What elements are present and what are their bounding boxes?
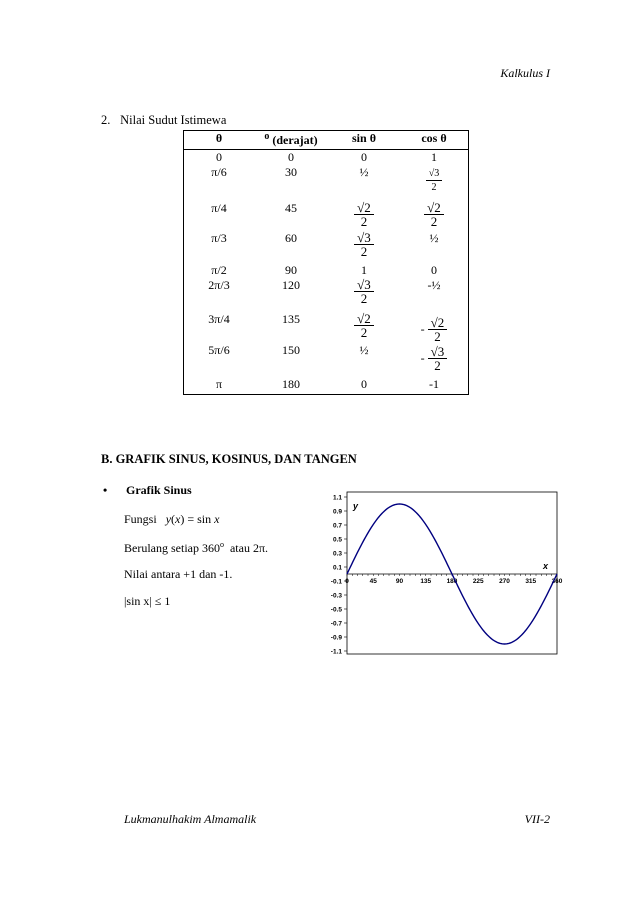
x-tick-label: 45 (369, 578, 377, 585)
cell-sin: 0 (361, 377, 367, 391)
description-range: Nilai antara +1 dan -1. (124, 567, 233, 581)
running-header: Kalkulus I (500, 66, 550, 80)
desc-text: atau 2π. (223, 541, 269, 555)
cell-cos: -½ (427, 278, 441, 292)
fraction-numerator: √2 (424, 201, 444, 215)
cell-cos (400, 165, 469, 201)
desc-text: Fungsi (124, 512, 166, 526)
section-heading-nilai-sudut (101, 113, 226, 128)
fraction-sqrt2-over-2 (354, 201, 374, 228)
bullet-icon: • (103, 483, 108, 497)
y-tick-label: -0.5 (330, 606, 342, 614)
cell-degree: 30 (285, 165, 297, 179)
fraction-numerator: √2 (354, 201, 374, 215)
fraction-numerator: √2 (354, 312, 374, 326)
table-row (184, 263, 469, 278)
fraction-denominator: 2 (360, 325, 368, 340)
header-sin: sin θ (328, 131, 400, 150)
y-tick-label: -1.1 (330, 648, 342, 656)
fraction-denominator: 2 (434, 358, 441, 373)
y-tick-label: 1.1 (332, 494, 342, 502)
table-row (184, 150, 469, 166)
fraction-denominator: 2 (434, 329, 441, 344)
table-row (184, 278, 469, 312)
y-tick-label: 0.7 (332, 522, 342, 530)
numerator-value: 3 (434, 168, 440, 179)
cell-sin (328, 201, 400, 231)
header-theta: θ (184, 131, 255, 150)
x-tick-label: 180 (446, 578, 458, 585)
cell-degree: 150 (282, 343, 300, 357)
fraction-sqrt2-over-2 (428, 316, 448, 343)
fraction-numerator: √3 (428, 345, 448, 359)
cell-cos: -1 (429, 377, 439, 391)
x-tick-label: 135 (420, 578, 432, 585)
table-row (184, 312, 469, 343)
fraction-sqrt3-over-2 (354, 278, 374, 305)
cell-theta: 2π/3 (208, 278, 230, 292)
cell-theta: π (215, 377, 223, 391)
cell-cos (400, 343, 469, 377)
negative-fraction (421, 312, 448, 343)
description-function: Fungsi y(x) = sin x (124, 512, 220, 526)
cell-sin (328, 278, 400, 312)
y-tick-label: -0.1 (330, 578, 342, 586)
x-axis-label: x (543, 561, 549, 571)
cell-sin: 0 (361, 150, 367, 164)
table-row (184, 231, 469, 263)
fraction-denominator: 2 (360, 291, 368, 306)
footer-page-number: VII-2 (524, 812, 550, 826)
section-title: Nilai Sudut Istimewa (120, 113, 227, 127)
fraction-sqrt3-over-2 (426, 167, 443, 194)
y-tick-label: 0.3 (332, 550, 342, 558)
fraction-numerator: √3 (354, 278, 374, 292)
negative-fraction (421, 343, 448, 372)
table-row (184, 343, 469, 377)
cell-sin: ½ (359, 343, 369, 357)
fraction-denominator: 2 (360, 214, 368, 229)
fraction-sqrt2-over-2 (354, 312, 374, 339)
cell-degree: 120 (282, 278, 300, 292)
y-axis-label: y (353, 501, 359, 511)
table-row (184, 201, 469, 231)
subsection-heading-grafik-sinus (103, 483, 192, 498)
subsection-title: Grafik Sinus (126, 483, 192, 497)
y-tick-label: 0.5 (332, 536, 342, 544)
cell-degree: 0 (288, 150, 294, 164)
cell-degree: 45 (285, 201, 297, 215)
cell-theta: 0 (216, 150, 222, 164)
cell-theta: π/4 (211, 201, 227, 215)
y-tick-label: -0.9 (330, 634, 342, 642)
cell-degree: 60 (285, 231, 297, 245)
minus-sign: - (420, 351, 425, 365)
table-header-row (184, 131, 469, 150)
header-degree-label: (derajat) (269, 133, 318, 147)
cell-sin: ½ (359, 165, 369, 179)
cell-sin (328, 312, 400, 343)
fraction-sqrt3-over-2 (428, 345, 448, 372)
desc-text: ) = sin (180, 512, 215, 526)
cell-sin: 1 (361, 263, 367, 277)
description-period (124, 540, 268, 556)
cell-cos (400, 312, 469, 343)
x-tick-label: 90 (395, 578, 404, 585)
fraction-numerator: √3 (426, 167, 443, 181)
cell-degree: 90 (285, 263, 297, 277)
cell-cos: ½ (429, 231, 439, 245)
y-tick-label: 0.1 (332, 564, 342, 572)
minus-sign: - (420, 322, 425, 336)
cell-cos (400, 201, 469, 231)
x-tick-label: 225 (472, 578, 484, 585)
fraction-denominator: 2 (430, 214, 438, 229)
fraction-denominator: 2 (360, 244, 368, 259)
y-tick-label: -0.3 (330, 592, 342, 600)
cell-cos: 1 (431, 150, 437, 164)
fraction-sqrt3-over-2 (354, 231, 374, 258)
fraction-denominator: 2 (431, 182, 437, 193)
fraction-sqrt2-over-2 (424, 201, 444, 228)
y-tick-label: 0.9 (332, 508, 342, 516)
cell-theta: π/6 (211, 165, 227, 179)
fraction-numerator: √3 (354, 231, 374, 245)
x-tick-label: 0 (345, 578, 349, 585)
cell-theta: 5π/6 (208, 343, 230, 357)
cell-degree: 135 (282, 312, 300, 326)
description-abs: |sin x| ≤ 1 (124, 594, 171, 608)
cell-cos: 0 (431, 263, 437, 277)
degree-superscript: o (264, 131, 270, 142)
table-row (184, 377, 469, 394)
special-angles-table (183, 130, 469, 395)
desc-var: x (214, 512, 220, 526)
header-cos: cos θ (400, 131, 469, 150)
desc-text: Berulang setiap 360 (124, 541, 220, 555)
cell-theta: 3π/4 (208, 312, 230, 326)
desc-fn: y (165, 512, 172, 526)
header-degree (254, 131, 328, 150)
degree-superscript: o (219, 540, 224, 549)
x-tick-label: 315 (525, 578, 537, 585)
cell-sin (328, 231, 400, 263)
footer-author: Lukmanulhakim Almamalik (124, 812, 257, 826)
desc-arg: x (175, 512, 181, 526)
sine-chart (300, 490, 563, 660)
section-number: 2. (101, 113, 111, 127)
table-row (184, 165, 469, 201)
cell-degree: 180 (282, 377, 300, 391)
x-tick-label: 360 (551, 578, 563, 585)
cell-theta: π/3 (211, 231, 227, 245)
section-heading-grafik: B. GRAFIK SINUS, KOSINUS, DAN TANGEN (101, 452, 357, 466)
cell-theta: π/2 (211, 263, 227, 277)
y-tick-label: -0.7 (330, 620, 342, 628)
x-tick-label: 270 (499, 578, 510, 585)
fraction-numerator: √2 (428, 316, 448, 330)
